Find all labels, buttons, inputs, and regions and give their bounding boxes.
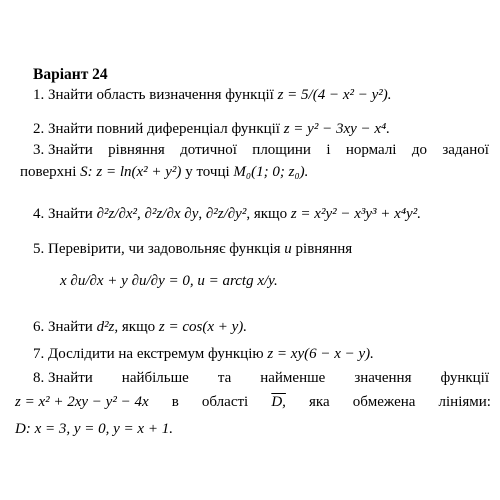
task-4-derivative-xx: ∂²z/∂x²	[96, 206, 138, 222]
task-3-word: нормалі	[345, 142, 397, 158]
task-3-word: і	[326, 142, 331, 158]
task-4-number: 4.	[33, 206, 45, 222]
task-8-word: найменше	[260, 370, 326, 386]
task-5-var: u	[284, 241, 292, 257]
task-3-word: рівняння	[108, 142, 165, 158]
task-8-number: 8.	[33, 370, 45, 386]
task-4-cond: якщо	[253, 206, 288, 222]
task-3-word: до	[411, 142, 427, 158]
task-8-word: функції	[440, 370, 489, 386]
task-3-word: площини	[252, 142, 311, 158]
task-8-word: в	[171, 394, 179, 410]
task-2-text: Знайти повний диференціал функції	[48, 121, 280, 137]
task-8-word: та	[217, 370, 232, 386]
task-5-function: u = arctg x/y.	[197, 273, 278, 289]
task-3-surface: S:	[80, 164, 93, 180]
task-1-formula: z = 5/(4 − x² − y²).	[277, 87, 392, 103]
task-6-cond: якщо	[121, 319, 156, 335]
task-3-text-b: у точці	[185, 164, 230, 180]
task-8-word: лініями:	[438, 394, 491, 410]
task-4-text: Знайти	[48, 206, 93, 222]
task-7-formula: z = xy(6 − x − y).	[267, 346, 374, 362]
task-6-expr: d²z,	[96, 319, 119, 335]
task-3-text-a: поверхні	[20, 164, 77, 180]
task-3-word: заданої	[442, 142, 489, 158]
task-6	[33, 318, 247, 336]
task-3-number: 3.	[33, 142, 45, 158]
task-5-text: Перевірити, чи задовольняє функція	[48, 241, 281, 257]
task-5-line-1	[33, 240, 352, 258]
task-8-word: обмежена	[352, 394, 416, 410]
task-1	[33, 86, 392, 104]
task-6-formula: z = cos(x + y).	[158, 319, 248, 335]
task-1-number: 1.	[33, 87, 45, 103]
task-8-formula: z = x² + 2xy − y² − 4x	[15, 394, 149, 410]
task-7-text: Дослідити на екстремум функцію	[48, 346, 264, 362]
task-4-derivative-yy: ∂²z/∂y²	[205, 206, 247, 222]
task-8-word: Знайти	[48, 370, 93, 386]
task-4: 4. Знайти ∂²z/∂x², ∂²z/∂x ∂y, ∂²z/∂y², якщо z = x²y² − x³y³ + x⁴y².	[33, 206, 421, 222]
task-3-word: дотичної	[180, 142, 237, 158]
task-3-line-1	[33, 141, 489, 159]
task-3-point: M₀(1; 0; z₀).	[233, 164, 309, 180]
task-8-word: області	[201, 394, 249, 410]
task-8-domain-symbol: D,	[271, 394, 286, 410]
task-6-number: 6.	[33, 319, 45, 335]
task-6-text: Знайти	[48, 319, 93, 335]
task-5-line-2	[60, 272, 278, 290]
task-3-word: Знайти	[48, 142, 93, 158]
task-8-line-3	[15, 420, 173, 438]
task-3-line-2	[20, 163, 308, 181]
task-8-word: яка	[309, 394, 330, 410]
task-5-equation: x ∂u/∂x + y ∂u/∂y = 0,	[60, 273, 194, 289]
task-2-number: 2.	[33, 121, 45, 137]
task-1-text: Знайти область визначення функції	[48, 87, 274, 103]
task-4-derivative-xy: ∂²z/∂x ∂y	[144, 206, 199, 222]
task-8-word: найбільше	[121, 370, 189, 386]
variant-title: Варіант 24	[33, 66, 108, 83]
task-2	[33, 120, 390, 138]
task-4-formula: z = x²y² − x³y³ + x⁴y².	[290, 206, 421, 222]
task-8-domain: D: x = 3, y = 0, y = x + 1.	[15, 421, 173, 437]
task-8-line-1	[33, 369, 489, 387]
task-8-word: значення	[354, 370, 412, 386]
task-5-number: 5.	[33, 241, 45, 257]
task-3-formula: z = ln(x² + y²)	[96, 164, 182, 180]
task-7-number: 7.	[33, 346, 45, 362]
task-8-line-2	[15, 393, 491, 411]
task-2-formula: z = y² − 3xy − x⁴.	[283, 121, 391, 137]
task-5-text-2: рівняння	[295, 241, 353, 257]
task-7	[33, 345, 374, 363]
